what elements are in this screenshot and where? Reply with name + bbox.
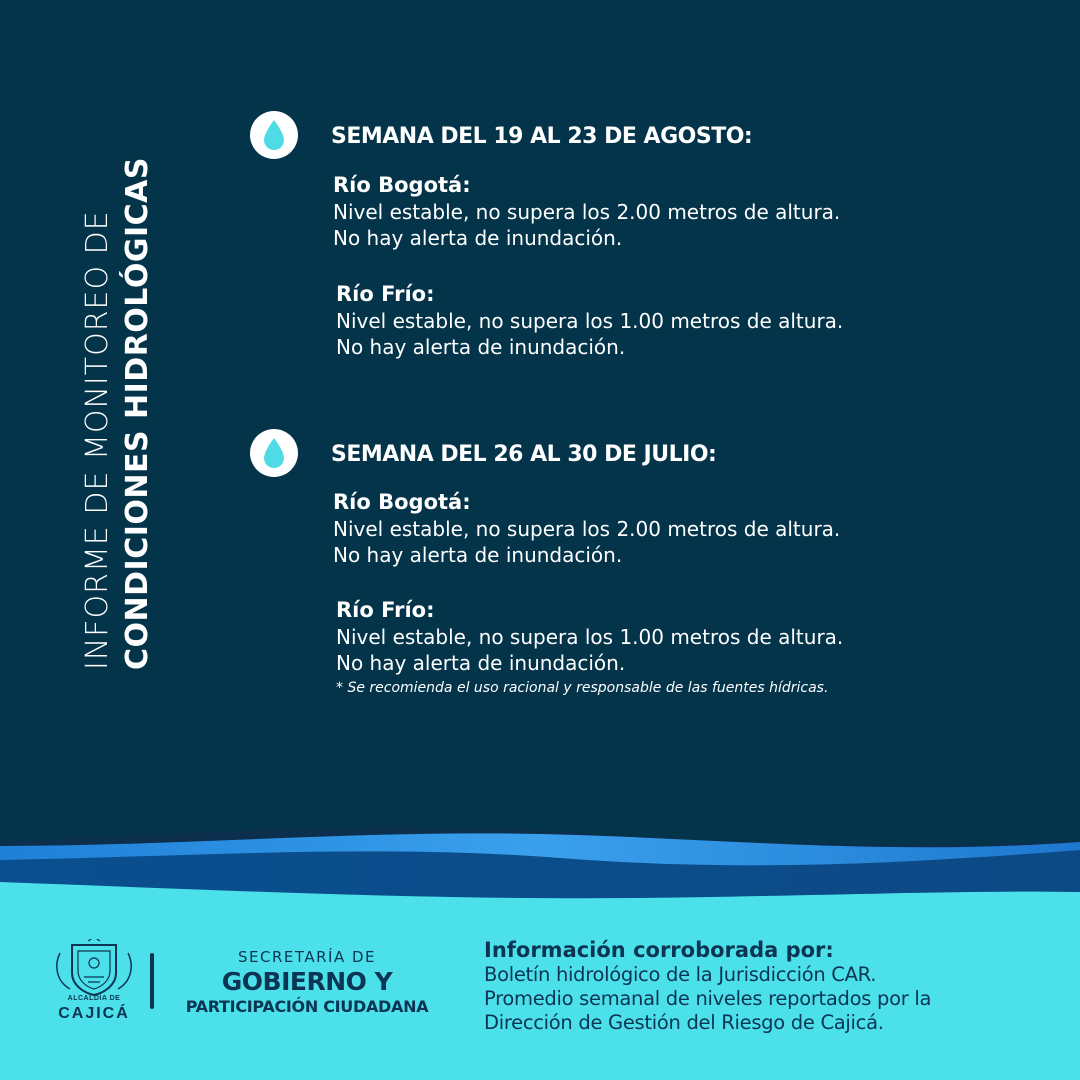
source-heading: Información corroborada por: <box>484 938 834 962</box>
river-name: Río Frío: <box>336 598 435 622</box>
river-entry <box>336 597 843 676</box>
river-name: Río Bogotá: <box>333 490 471 514</box>
river-entry <box>333 172 840 251</box>
source-line: Dirección de Gestión del Riesgo de Cajicá. <box>484 1011 884 1034</box>
river-name: Río Frío: <box>336 282 435 306</box>
river-entry <box>333 489 840 568</box>
title-line-2: CONDICIONES HIDROLÓGICAS <box>120 157 155 670</box>
source-line: Promedio semanal de niveles reportados por la <box>484 987 932 1010</box>
logo-label-small: ALCALDÍA DE <box>67 995 121 1002</box>
week-heading: SEMANA DEL 26 AL 30 DE JULIO: <box>331 442 717 467</box>
secretaria-line-1: SECRETARÍA DE <box>237 948 377 966</box>
river-alert: No hay alerta de inundación. <box>336 651 626 675</box>
river-alert: No hay alerta de inundación. <box>333 226 623 250</box>
footer <box>0 905 1080 1080</box>
river-level: Nivel estable, no supera los 2.00 metros de altura. <box>333 200 841 224</box>
river-level: Nivel estable, no supera los 1.00 metros de altura. <box>336 625 844 649</box>
week-heading: SEMANA DEL 19 AL 23 DE AGOSTO: <box>331 124 753 149</box>
river-level: Nivel estable, no supera los 1.00 metros de altura. <box>336 309 844 333</box>
river-name: Río Bogotá: <box>333 173 471 197</box>
footer-divider <box>150 953 154 1009</box>
river-entry <box>336 281 843 360</box>
secretaria-line-3: PARTICIPACIÓN CIUDADANA <box>185 997 429 1016</box>
water-drop-icon <box>250 111 298 159</box>
water-drop-icon <box>250 429 298 477</box>
source-line: Boletín hidrológico de la Jurisdicción CAR. <box>484 963 877 986</box>
alcaldia-cajica-logo <box>48 939 140 1039</box>
vertical-title <box>78 150 158 670</box>
recommendation-note: * Se recomienda el uso racional y responsable de las fuentes hídricas. <box>336 680 829 696</box>
logo-label-big: CAJICÁ <box>58 1005 130 1022</box>
secretaria-block <box>172 947 442 1017</box>
secretaria-line-2: GOBIERNO Y <box>221 967 393 996</box>
title-line-1: INFORME DE MONITOREO DE <box>80 210 115 670</box>
shield-icon <box>48 939 140 997</box>
river-level: Nivel estable, no supera los 2.00 metros de altura. <box>333 517 841 541</box>
river-alert: No hay alerta de inundación. <box>333 543 623 567</box>
river-alert: No hay alerta de inundación. <box>336 335 626 359</box>
source-info <box>484 937 1074 1035</box>
